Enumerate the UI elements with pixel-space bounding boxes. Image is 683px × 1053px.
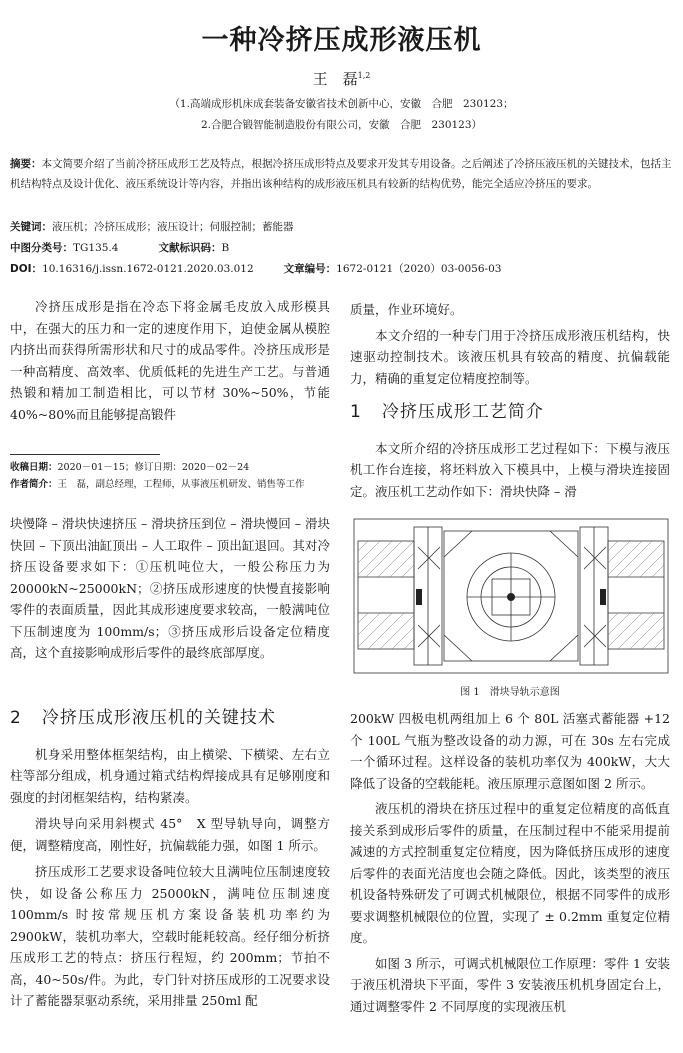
right-top <box>350 299 670 389</box>
author-affiliation-marks: 1,2 <box>357 71 371 80</box>
keywords-text: 液压机；冷挤压成形；液压设计；伺服控制；蓄能器 <box>52 221 294 233</box>
clc-value: TG135.4 <box>73 242 119 254</box>
article-no-value: 1672-0121（2020）03-0056-03 <box>336 263 502 275</box>
process-paragraph: 块慢降 – 滑块快速挤压 – 滑块挤压到位 – 滑块慢回 – 滑块快回 – 下顶出油缸顶出 – 人工取件 – 顶出缸退回。其对冷挤压设备要求如下：①压机吨位大，一般公称压力为 20000kN~25000kN；②挤压成形速度的快慢直接影响零件的表面质量，因此其成形速度要求较高，一般满吨位下压制速度为 100mm/s；③挤压成形后设备定位精度高，这个直接影响成形后零件的最终底部厚度。 <box>10 516 330 660</box>
abstract-text: 本文简要介绍了当前冷挤压成形工艺及特点，根据冷挤压成形特点及要求开发其专用设备。之后阐述了冷挤压液压机的关键技术，包括主机结构特点及设计优化、液压系统设计等内容，并指出该种结构的成形液压机具有较新的结构优势，能完全适应冷挤压的要求。 <box>10 158 672 190</box>
clc-label: 中图分类号： <box>10 242 73 254</box>
doc-code-value: B <box>221 242 230 254</box>
intro-paragraph: 冷挤压成形是指在冷态下将金属毛皮放入成形模具中，在强大的压力和一定的速度作用下，迫使金属从模腔内挤出而获得所需形状和尺寸的成品零件。冷挤压成形是一种高精度、高效率、优质低耗的先进生产工艺。与普通热锻和精加工制造相比，可以节材 30%~50%，节能 40%~80%而且能够提高锻件 <box>10 299 330 422</box>
paper-title: 一种冷挤压成形液压机 <box>201 25 482 56</box>
section-2-paragraph-1: 机身采用整体框架结构，由上横梁、下横梁、左右立柱等部分组成，机身通过箱式结构焊接成具有足够刚度和强度的封闭框架结构，结构紧凑。 <box>10 746 330 805</box>
abstract-label: 摘要： <box>10 158 42 170</box>
section-1 <box>350 402 670 502</box>
keywords <box>10 217 676 237</box>
right-paragraph-3: 液压机的滑块在挤压过程中的重复定位精度的高低直接关系到成形后零件的质量，在压制过程中不能采用提前减速的方式控制重复定位精度，因为降低挤压成形的速度后零件的表面光洁度也会随之降低。因此，该类型的液压机设备特殊研发了可调式机械限位，根据不同零件的成形要求调整机械限位的位置，实现了 ± 0.2mm 重复定位精度。 <box>350 801 670 945</box>
section-1-title: 冷挤压成形工艺简介 <box>381 402 544 422</box>
section-2-paragraph-2: 滑块导向采用斜楔式 45° X 型导轨导向，调整方便，调整精度高，刚性好，抗偏载能力强，如图 1 所示。 <box>10 816 330 853</box>
author-bio <box>10 476 330 493</box>
section-1-number: 1 <box>350 402 362 422</box>
doc-code-label: 文献标识码： <box>158 242 222 254</box>
affiliation-2: 2.合肥合锻智能制造股份有限公司，安徽 合肥 230123） <box>200 119 483 131</box>
left-intro <box>10 296 330 425</box>
right-paragraph-1: 本文介绍的一种专门用于冷挤压成形液压机结构，快速驱动控制技术。该液压机具有较高的精度、抗偏载能力，精确的重复定位精度控制等。 <box>350 327 670 386</box>
right-bottom <box>350 708 670 1017</box>
footnote-rule <box>10 454 160 455</box>
right-paragraph-4: 如图 3 所示，可调式机械限位工作原理：零件 1 安装于液压机滑块下平面，零件 3 安装液压机机身固定台上，通过调整零件 2 不同厚度的实现液压机 <box>350 955 670 1014</box>
doi-line <box>10 259 676 279</box>
section-2 <box>10 708 330 1012</box>
keywords-label: 关键词： <box>10 221 52 233</box>
figure-1-slider-guide-diagram <box>352 517 670 675</box>
section-2-heading <box>10 708 330 730</box>
right-paragraph-0: 质量，作业环境好。 <box>350 302 463 317</box>
abstract <box>10 154 676 194</box>
figure-1-caption: 图 1 滑块导轨示意图 <box>460 687 560 698</box>
doi-value: 10.16316/j.issn.1672-0121.2020.03.012 <box>42 263 254 275</box>
right-paragraph-2: 200kW 四极电机两组加上 6 个 80L 活塞式蓄能器 +12 个 100L 气瓶为整改设备的动力源，可在 30s 左右完成一个循环过程。这样设备的装机功率仅为 400kW，大大降低了设备的空载能耗。液压原理示意图如图 2 所示。 <box>350 711 670 791</box>
doi-label: DOI： <box>10 263 43 275</box>
bio-label: 作者简介： <box>10 479 58 490</box>
figure-1-drawing <box>352 517 670 675</box>
classification-line <box>10 238 676 258</box>
received-text: 2020－01－15；修订日期：2020－02－24 <box>57 462 250 473</box>
section-1-heading <box>350 402 670 424</box>
article-no-label: 文章编号： <box>283 263 337 275</box>
received-date <box>10 459 330 476</box>
author-name: 王 磊 <box>312 70 358 88</box>
section-2-title: 冷挤压成形液压机的关键技术 <box>41 708 276 728</box>
author-line <box>0 68 683 89</box>
received-label: 收稿日期： <box>10 462 58 473</box>
section-2-paragraph-3: 挤压成形工艺要求设备吨位较大且满吨位压制速度较快，如设备公称压力 25000kN，满吨位压制速度 100mm/s 时按常规压机方案设备装机功率约为 2900kW，装机功率大，空载时能耗较高。经仔细分析挤压成形工艺的特点：挤压行程短，约 200mm；节拍不高，40~50s/件。为此，专门针对挤压成形的工况要求设计了蓄能器泵驱动系统，采用排量 250ml 配 <box>10 864 330 1008</box>
bio-text: 王 磊，副总经理，工程师，从事液压机研发、销售等工作 <box>57 479 305 490</box>
section-2-number: 2 <box>10 708 22 728</box>
affiliation-1: （1.高端成形机床成套装备安徽省技术创新中心，安徽 合肥 230123； <box>169 98 514 110</box>
section-1-paragraph-1: 本文所介绍的冷挤压成形工艺过程如下：下模与液压机工作台连接，将坯料放入下模具中，上模与滑块连接固定。液压机工艺动作如下：滑块快降 – 滑 <box>350 440 670 499</box>
left-continued <box>10 513 330 664</box>
